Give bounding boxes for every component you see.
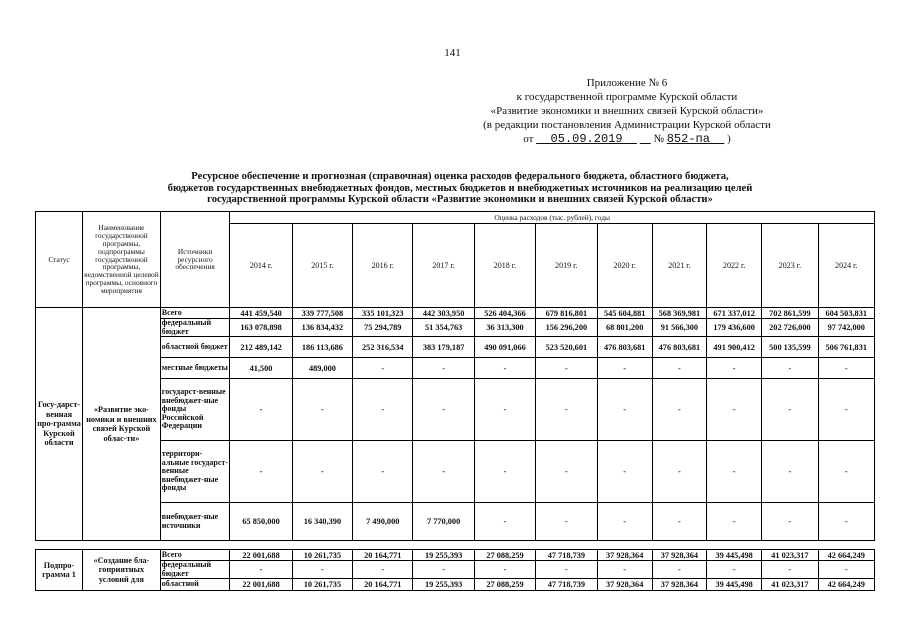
program-row	[36, 441, 875, 503]
year-header: 2016 г.	[353, 224, 413, 308]
source-cell: областной бюджет	[160, 337, 230, 358]
value-cell: -	[597, 561, 652, 579]
document-date: 05.09.2019	[550, 132, 623, 146]
source-cell: местные бюджеты	[160, 358, 230, 379]
source-cell: федеральный бюджет	[160, 561, 230, 579]
value-cell: -	[652, 358, 706, 379]
value-cell: 671 337,012	[707, 308, 762, 319]
value-cell: 36 313,300	[474, 319, 535, 337]
value-cell: -	[353, 561, 413, 579]
value-cell: 7 490,000	[353, 503, 413, 541]
value-cell: 39 445,498	[707, 579, 762, 591]
title-line-1: Ресурсное обеспечение и прогнозная (справочная) оценка расходов федерального бюджета, областного бюджета,	[191, 171, 729, 182]
appendix-date-line	[427, 132, 827, 146]
value-cell: -	[353, 441, 413, 503]
value-cell: -	[413, 561, 474, 579]
year-header: 2018 г.	[474, 224, 535, 308]
year-header: 2022 г.	[707, 224, 762, 308]
program-row	[36, 319, 875, 337]
year-header: 2017 г.	[413, 224, 474, 308]
year-header: 2023 г.	[762, 224, 818, 308]
value-cell: -	[230, 561, 292, 579]
value-cell: 335 101,323	[353, 308, 413, 319]
value-cell: 19 255,393	[413, 550, 474, 561]
status-cell: Госу-дарст-венная про-грамма Курской области	[36, 308, 83, 541]
value-cell: -	[652, 561, 706, 579]
value-cell: 491 900,412	[707, 337, 762, 358]
value-cell: -	[762, 379, 818, 441]
separator-cell	[413, 541, 474, 550]
value-cell: -	[353, 379, 413, 441]
value-cell: -	[597, 503, 652, 541]
value-cell: 37 928,364	[597, 550, 652, 561]
value-cell: -	[707, 503, 762, 541]
separator-cell	[762, 541, 818, 550]
value-cell: 37 928,364	[652, 550, 706, 561]
value-cell: 442 303,950	[413, 308, 474, 319]
header-row	[36, 212, 875, 224]
value-cell: 41 023,317	[762, 579, 818, 591]
subprogram-row	[36, 561, 875, 579]
value-cell: 47 718,739	[536, 550, 597, 561]
separator-cell	[160, 541, 230, 550]
separator-cell	[536, 541, 597, 550]
value-cell: 22 001,688	[230, 550, 292, 561]
program-row	[36, 503, 875, 541]
value-cell: 42 664,249	[818, 550, 874, 561]
value-cell: 489,000	[292, 358, 352, 379]
header-sources: Источники ресурсного обеспечения	[160, 212, 230, 308]
from-label: от	[523, 133, 534, 145]
value-cell: -	[536, 379, 597, 441]
value-cell: 212 489,142	[230, 337, 292, 358]
value-cell: 39 445,498	[707, 550, 762, 561]
value-cell: -	[474, 503, 535, 541]
value-cell: -	[292, 379, 352, 441]
year-header: 2014 г.	[230, 224, 292, 308]
value-cell: -	[536, 358, 597, 379]
value-cell: -	[474, 561, 535, 579]
value-cell: 68 801,200	[597, 319, 652, 337]
value-cell: 37 928,364	[597, 579, 652, 591]
title-line-3: государственной программы Курской области «Развитие экономики и внешних связей Курской области»	[207, 194, 713, 205]
header-estimate: Оценка расходов (тыс. рублей), годы	[230, 212, 875, 224]
value-cell: 441 459,540	[230, 308, 292, 319]
appendix-line-4: (в редакции постановления Администрации Курской области	[483, 119, 771, 131]
value-cell: -	[762, 561, 818, 579]
value-cell: -	[652, 441, 706, 503]
value-cell: -	[536, 561, 597, 579]
status-cell: Подпро-грамма 1	[36, 550, 83, 591]
value-cell: 506 761,831	[818, 337, 874, 358]
value-cell: 163 078,898	[230, 319, 292, 337]
value-cell: 27 088,259	[474, 579, 535, 591]
separator-cell	[707, 541, 762, 550]
value-cell: 91 566,300	[652, 319, 706, 337]
value-cell: -	[818, 358, 874, 379]
value-cell: -	[652, 379, 706, 441]
resource-table	[35, 211, 875, 591]
source-cell: Всего	[160, 308, 230, 319]
value-cell: -	[413, 358, 474, 379]
value-cell: 604 503,831	[818, 308, 874, 319]
value-cell: -	[230, 441, 292, 503]
value-cell: 136 834,432	[292, 319, 352, 337]
value-cell: 202 726,000	[762, 319, 818, 337]
value-cell: -	[707, 379, 762, 441]
value-cell: 75 294,789	[353, 319, 413, 337]
value-cell: 16 340,390	[292, 503, 352, 541]
value-cell: 500 135,599	[762, 337, 818, 358]
value-cell: 51 354,763	[413, 319, 474, 337]
source-cell: Всего	[160, 550, 230, 561]
year-header: 2019 г.	[536, 224, 597, 308]
value-cell: -	[474, 358, 535, 379]
value-cell: -	[597, 379, 652, 441]
value-cell: 702 861,599	[762, 308, 818, 319]
title-line-2: бюджетов государственных внебюджетных фондов, местных бюджетов и внебюджетных источников на реализацию целей	[167, 182, 753, 194]
year-header: 2015 г.	[292, 224, 352, 308]
value-cell: -	[536, 503, 597, 541]
appendix-line-3: «Развитие экономики и внешних связей Курской области»	[490, 105, 764, 117]
value-cell: 20 164,771	[353, 579, 413, 591]
document-number: 852-па	[666, 132, 710, 146]
separator-cell	[36, 541, 83, 550]
value-cell: 97 742,000	[818, 319, 874, 337]
value-cell: 27 088,259	[474, 550, 535, 561]
program-row	[36, 379, 875, 441]
value-cell: 41,500	[230, 358, 292, 379]
value-cell: -	[762, 358, 818, 379]
value-cell: -	[536, 441, 597, 503]
value-cell: -	[413, 379, 474, 441]
page-number: 141	[444, 47, 461, 59]
value-cell: 19 255,393	[413, 579, 474, 591]
source-cell: внебюджет-ные источники	[160, 503, 230, 541]
value-cell: -	[413, 441, 474, 503]
separator-cell	[818, 541, 874, 550]
program-row	[36, 337, 875, 358]
separator-cell	[292, 541, 352, 550]
separator-cell	[353, 541, 413, 550]
block-separator	[36, 541, 875, 550]
value-cell: -	[292, 561, 352, 579]
value-cell: 10 261,735	[292, 550, 352, 561]
year-header: 2024 г.	[818, 224, 874, 308]
appendix-line-2: к государственной программе Курской области	[516, 91, 738, 103]
value-cell: 42 664,249	[818, 579, 874, 591]
program-name-cell: «Развитие эко-номики и внешних связей Курской облас-ти»	[83, 308, 161, 541]
value-cell: -	[652, 503, 706, 541]
separator-cell	[230, 541, 292, 550]
value-cell: -	[762, 503, 818, 541]
value-cell: 476 803,681	[652, 337, 706, 358]
value-cell: 490 091,066	[474, 337, 535, 358]
separator-cell	[597, 541, 652, 550]
value-cell: 679 816,801	[536, 308, 597, 319]
document-title	[60, 171, 860, 206]
number-label: №	[653, 133, 664, 145]
value-cell: 186 113,686	[292, 337, 352, 358]
value-cell: -	[474, 379, 535, 441]
value-cell: -	[474, 441, 535, 503]
value-cell: 37 928,364	[652, 579, 706, 591]
subprogram-row	[36, 550, 875, 561]
value-cell: -	[597, 441, 652, 503]
date-gap	[640, 133, 651, 145]
value-cell: -	[818, 503, 874, 541]
value-cell: 526 404,366	[474, 308, 535, 319]
value-cell: -	[597, 358, 652, 379]
value-cell: 545 604,881	[597, 308, 652, 319]
value-cell: 476 803,681	[597, 337, 652, 358]
value-cell: 252 316,534	[353, 337, 413, 358]
separator-cell	[652, 541, 706, 550]
separator-cell	[474, 541, 535, 550]
year-header: 2021 г.	[652, 224, 706, 308]
appendix-header	[427, 76, 827, 146]
value-cell: 523 520,601	[536, 337, 597, 358]
source-cell: государст-венные внебюджет-ные фонды Российской Федерации	[160, 379, 230, 441]
source-cell: федеральный бюджет	[160, 319, 230, 337]
value-cell: 65 850,000	[230, 503, 292, 541]
program-row	[36, 308, 875, 319]
value-cell: 179 436,600	[707, 319, 762, 337]
value-cell: 156 296,200	[536, 319, 597, 337]
value-cell: 10 261,735	[292, 579, 352, 591]
program-name-cell: «Создание бла-гоприятных условий для	[83, 550, 161, 591]
separator-cell	[83, 541, 161, 550]
program-row	[36, 358, 875, 379]
appendix-line-1: Приложение № 6	[586, 77, 668, 89]
year-header: 2020 г.	[597, 224, 652, 308]
value-cell: -	[707, 358, 762, 379]
source-cell: областной	[160, 579, 230, 591]
value-cell: -	[818, 561, 874, 579]
value-cell: 22 001,688	[230, 579, 292, 591]
source-cell: территори-альные государст-венные внебюджет-ные фонды	[160, 441, 230, 503]
header-status: Статус	[36, 212, 83, 308]
value-cell: 7 770,000	[413, 503, 474, 541]
value-cell: -	[707, 441, 762, 503]
value-cell: 47 718,739	[536, 579, 597, 591]
value-cell: -	[353, 358, 413, 379]
value-cell: 339 777,508	[292, 308, 352, 319]
value-cell: 568 369,981	[652, 308, 706, 319]
value-cell: -	[818, 441, 874, 503]
value-cell: 383 179,187	[413, 337, 474, 358]
subprogram-row	[36, 579, 875, 591]
close-paren: )	[727, 133, 731, 145]
value-cell: -	[818, 379, 874, 441]
value-cell: -	[292, 441, 352, 503]
value-cell: 41 023,317	[762, 550, 818, 561]
header-name: Наименование государственной программы, подпрограммы государственной программы, ведомственной целевой программы, основного мероприятия	[83, 212, 161, 308]
value-cell: -	[762, 441, 818, 503]
value-cell: -	[707, 561, 762, 579]
value-cell: -	[230, 379, 292, 441]
value-cell: 20 164,771	[353, 550, 413, 561]
